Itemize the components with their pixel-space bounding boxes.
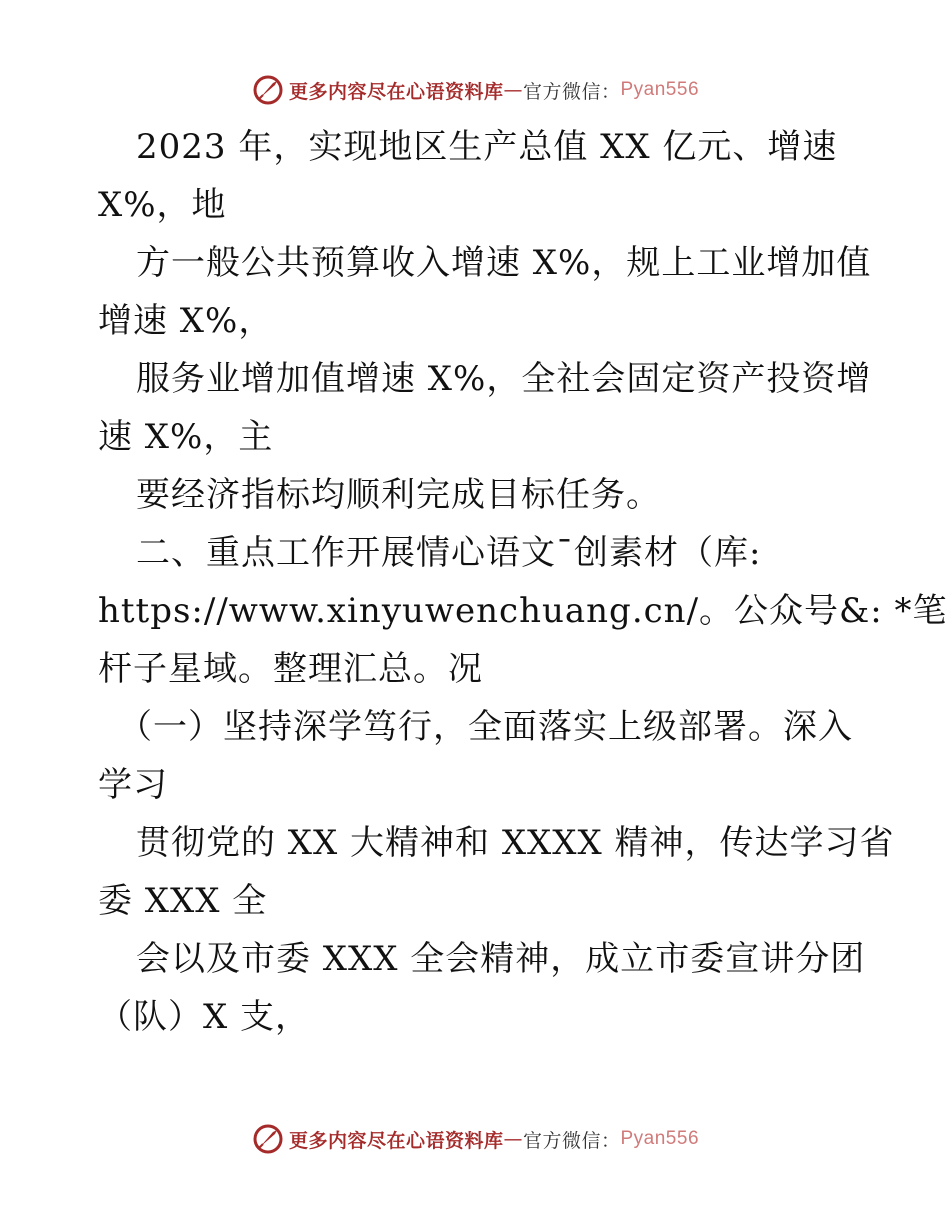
- document-line: 速 X%，主: [98, 417, 274, 457]
- document-line: 服务业增加值增速 X%，全社会固定资产投资增: [136, 359, 872, 399]
- header-banner: [0, 70, 950, 110]
- document-body: [98, 118, 948, 1046]
- footer-banner-separator: —: [503, 1128, 523, 1150]
- document-line: 增速 X%，: [98, 301, 274, 341]
- document-line: 方一般公共预算收入增速 X%，规上工业增加值: [136, 243, 872, 283]
- document-line: 学习: [98, 765, 168, 805]
- quill-pen-logo-icon: [251, 73, 285, 107]
- header-banner-wechat-label: 官方微信：: [522, 80, 621, 103]
- document-line: 贯彻党的 XX 大精神和 XXXX 精神，传达学习省: [136, 823, 895, 863]
- document-line: 委 XXX 全: [98, 881, 268, 921]
- document-line: 杆子星域。整理汇总。况: [98, 649, 483, 689]
- document-line: （队）X 支，: [98, 997, 311, 1037]
- document-line: https://www.xinyuwenchuang.cn/。公众号&: *笔: [98, 591, 948, 631]
- header-banner-separator: —: [503, 79, 523, 101]
- document-line: 2023 年，实现地区生产总值 XX 亿元、增速: [136, 127, 838, 167]
- section-heading: 二、重点工作开展情心语文¯创素材（库:: [136, 533, 762, 573]
- footer-banner-wechat-label: 官方微信：: [522, 1129, 621, 1152]
- document-line: X%，地: [98, 185, 227, 225]
- quill-pen-logo-icon: [251, 1122, 285, 1156]
- document-line: 会以及市委 XXX 全会精神，成立市委宣讲分团: [136, 939, 866, 979]
- subsection-heading: （一）坚持深学笃行，全面落实上级部署。深入: [118, 707, 853, 747]
- footer-banner-wechat-id: Pyan556: [620, 1128, 700, 1149]
- document-line: 要经济指标均顺利完成目标任务。: [136, 475, 661, 515]
- header-banner-wechat-id: Pyan556: [620, 79, 700, 100]
- header-banner-title: 更多内容尽在心语资料库: [288, 80, 504, 103]
- footer-banner: [0, 1119, 950, 1159]
- footer-banner-title: 更多内容尽在心语资料库: [288, 1129, 504, 1152]
